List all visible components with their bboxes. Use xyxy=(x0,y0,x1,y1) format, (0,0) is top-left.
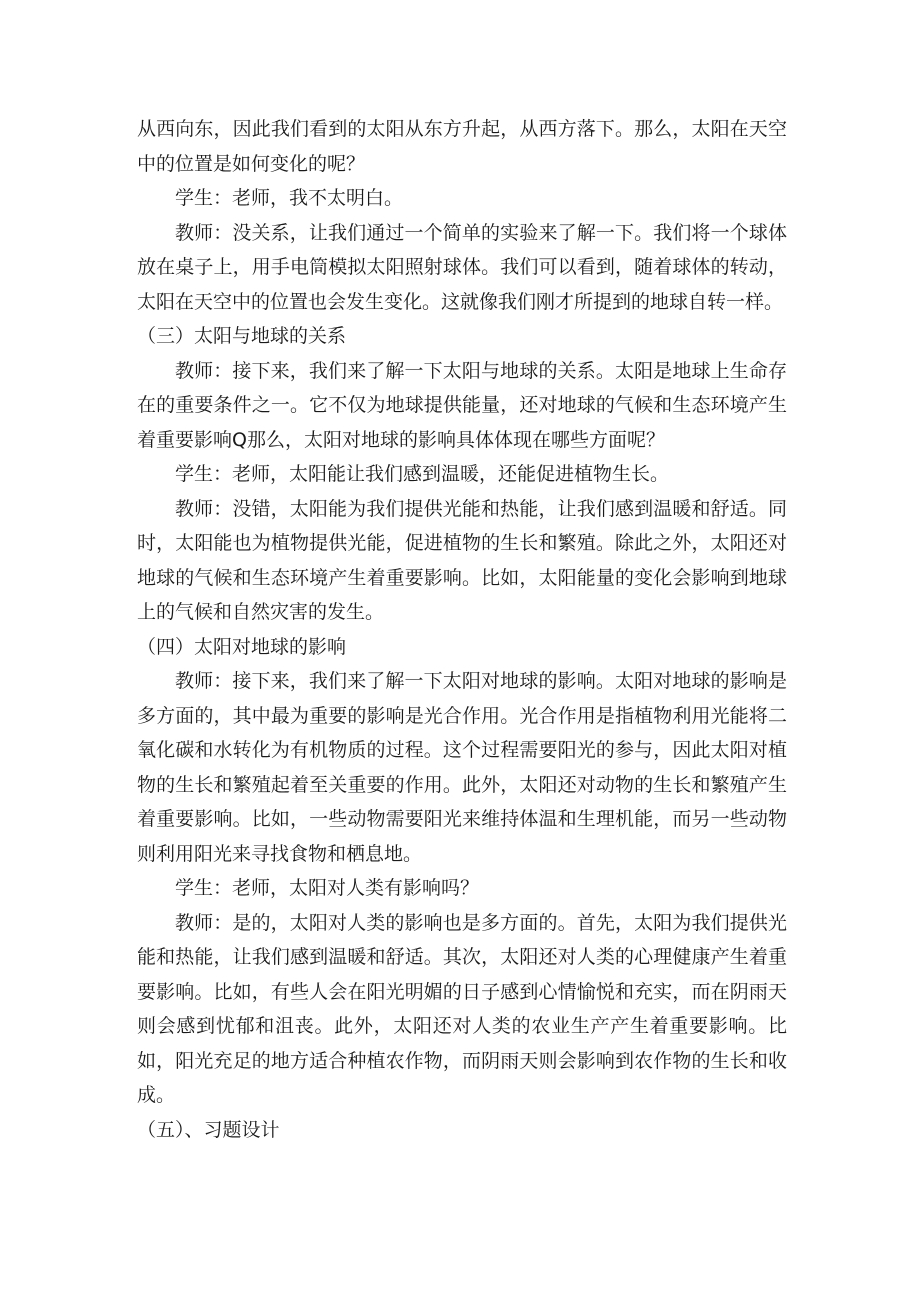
dialogue-student: 学生：老师，太阳能让我们感到温暖，还能促进植物生长。 xyxy=(175,463,670,485)
dialogue-teacher: 教师：是的，太阳对人类的影响也是多方面的。首先，太阳为我们提供光能和热能，让我们感到温暖和舒适。其次，太阳还对人类的心理健康产生着重要影响。比如，有些人会在阳光明媚的日子感到心情愉悦和充实，而在阴雨天则会感到忧郁和沮丧。此外，太阳还对人类的农业生产产生着重要影响。比如，阳光充足的地方适合种植农作物，而阴雨天则会影响到农作物的生长和收成。 xyxy=(137,911,787,1106)
section-heading-3: （三）太阳与地球的关系 xyxy=(137,325,347,347)
dialogue-teacher: 教师：没错，太阳能为我们提供光能和热能，让我们感到温暖和舒适。同时，太阳能也为植物提供光能，促进植物的生长和繁殖。除此之外，太阳还对地球的气候和生态环境产生着重要影响。比如，太阳能量的变化会影响到地球上的气候和自然灾害的发生。 xyxy=(137,497,787,623)
dialogue-student: 学生：老师，太阳对人类有影响吗？ xyxy=(175,877,480,899)
dialogue-student: 学生：老师，我不太明白。 xyxy=(175,187,404,209)
dialogue-teacher: 教师：没关系，让我们通过一个简单的实验来了解一下。我们将一个球体放在桌子上，用手电筒模拟太阳照射球体。我们可以看到，随着球体的转动，太阳在天空中的位置也会发生变化。这就像我们刚才所提到的地球自转一样。 xyxy=(137,221,787,313)
dialogue-teacher: 教师：接下来，我们来了解一下太阳对地球的影响。太阳对地球的影响是多方面的，其中最为重要的影响是光合作用。光合作用是指植物利用光能将二氧化碳和水转化为有机物质的过程。这个过程需要阳光的参与，因此太阳对植物的生长和繁殖起着至关重要的作用。此外，太阳还对动物的生长和繁殖产生着重要影响。比如，一些动物需要阳光来维持体温和生理机能，而另一些动物则利用阳光来寻找食物和栖息地。 xyxy=(137,670,787,865)
dialogue-teacher: 教师：接下来，我们来了解一下太阳与地球的关系。太阳是地球上生命存在的重要条件之一。它不仅为地球提供能量，还对地球的气候和生态环境产生着重要影响Q那么，太阳对地球的影响具体体现在哪些方面呢？ xyxy=(137,359,787,451)
paragraph-continuation: 从西向东，因此我们看到的太阳从东方升起，从西方落下。那么，太阳在天空中的位置是如何变化的呢？ xyxy=(137,118,787,175)
section-heading-4: （四）太阳对地球的影响 xyxy=(137,635,347,658)
section-heading-5: （五）、习题设计 xyxy=(137,1118,280,1141)
document-body xyxy=(137,112,787,1147)
